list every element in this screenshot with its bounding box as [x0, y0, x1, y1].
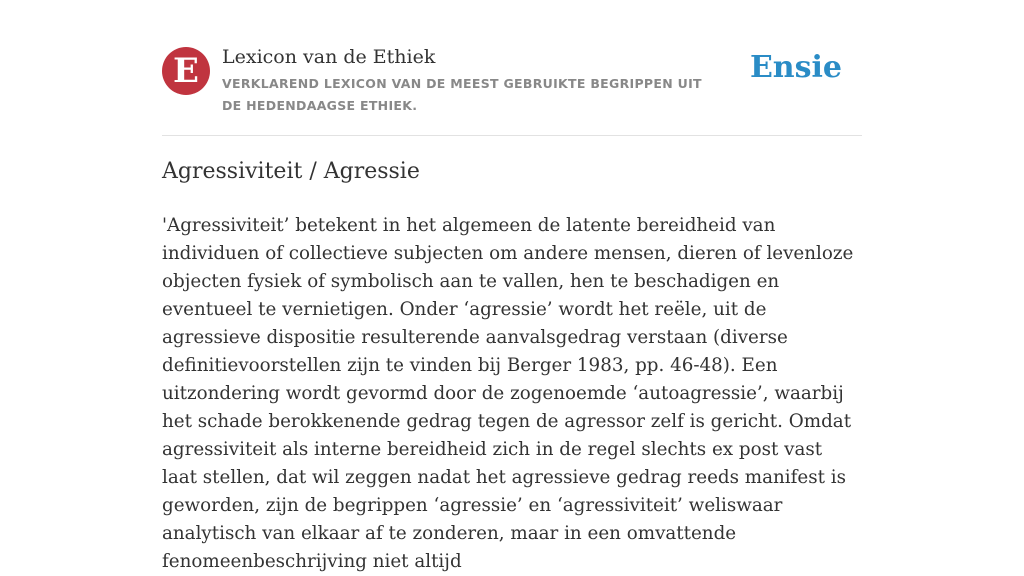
lexicon-subtitle: VERKLAREND LEXICON VAN DE MEEST GEBRUIKTE BEGRIPPEN UIT DE HEDENDAAGSE ETHIEK.: [222, 76, 702, 113]
article-body: 'Agressiviteit’ betekent in het algemeen de latente bereidheid van individuen of collectieve subjecten om andere mensen, dieren of levenloze objecten fysiek of symbolisch aan te vallen, hen te beschadigen en eventueel te vernietigen. Onder ‘agressie’ wordt het reële, uit de agressieve dispositie resulterende aanvalsgedrag verstaan (diverse definitievoorstellen zijn te vinden bij Berger 1983, pp. 46-48). Een uitzondering wordt gevormd door de zogenoemde ‘autoagressie’, waarbij het schade berokkenende gedrag tegen de agressor zelf is gericht. Omdat agressiviteit als interne bereidheid zich in de regel slechts ex post vast laat stellen, dat wil zeggen nadat het agressieve gedrag reeds manifest is geworden, zijn de begrippen ‘agressie’ en ‘agressiviteit’ weliswaar analytisch van elkaar af te zonderen, maar in een omvattende fenomeenbeschrijving niet altijd: [162, 215, 854, 572]
lexicon-logo[interactable]: E: [162, 47, 210, 95]
lexicon-header: [162, 46, 862, 116]
ensie-brand-logo[interactable]: Ensie: [749, 50, 842, 85]
article-title: Agressiviteit / Agressie: [162, 159, 420, 184]
lexicon-title-link[interactable]: Lexicon van de Ethiek: [222, 46, 436, 68]
header-divider: [162, 135, 862, 136]
